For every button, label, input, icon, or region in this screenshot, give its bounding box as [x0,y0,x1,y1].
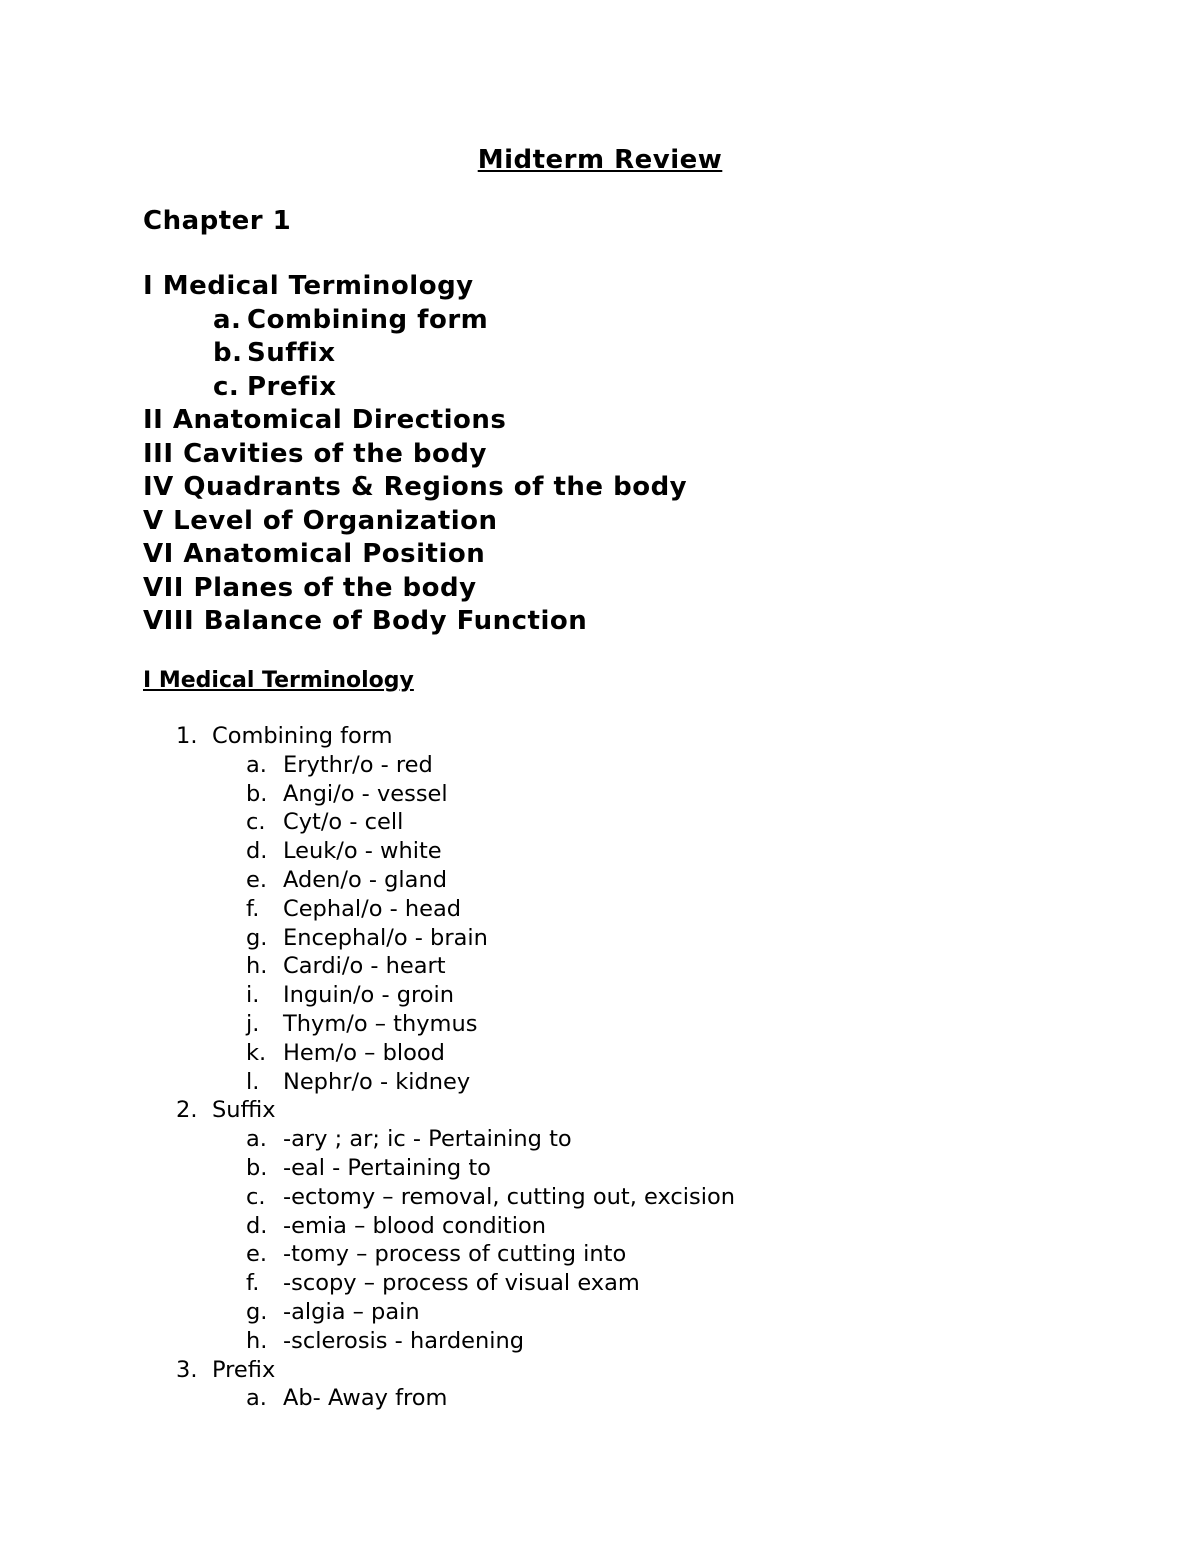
outline-group [176,1356,735,1385]
toc-subitem [143,304,687,338]
outline-group [176,1096,735,1125]
list-item [176,1240,735,1269]
list-item-text: Cardi/o - heart [283,953,446,980]
outline-number: 3. [176,1356,198,1383]
list-item-text: -scopy – process of visual exam [283,1270,640,1297]
list-item [176,1269,735,1298]
list-item [176,1039,735,1068]
toc-subitem-text: Combining form [247,304,489,335]
list-item-text: Encephal/o - brain [283,924,488,951]
list-item-text: Cephal/o - head [283,895,462,922]
list-item-text: Aden/o - gland [283,866,448,893]
toc-section: VI Anatomical Position [143,539,486,569]
list-item [176,895,735,924]
list-item-label: a. [246,1126,267,1153]
list-item [176,924,735,953]
outline-number: 1. [176,723,198,749]
list-item-text: Hem/o – blood [283,1039,445,1066]
list-item-label: k. [246,1039,267,1066]
list-item [176,837,735,866]
list-item-label: g. [246,924,268,951]
list-item-label: f. [246,1270,260,1297]
list-item-text: Thym/o – thymus [283,1010,478,1037]
toc-section: III Cavities of the body [143,438,487,469]
list-item [176,952,735,981]
chapter-heading: Chapter 1 [143,206,292,236]
list-item-text: Ab- Away from [283,1385,448,1412]
list-item-label: b. [246,1154,268,1181]
list-item [176,1010,735,1039]
list-item-label: d. [246,838,268,865]
toc-subitem [143,337,687,371]
list-item-label: f. [246,895,260,922]
list-item-text: -sclerosis - hardening [283,1327,525,1354]
list-item-label: e. [246,866,267,893]
toc-subitem-label: b. [213,338,243,368]
terminology-outline [176,722,735,1413]
list-item-label: h. [246,953,268,980]
list-item [176,1327,735,1356]
list-item [176,1298,735,1327]
outline-group-title: Combining form [212,723,393,749]
list-item [176,808,735,837]
list-item-text: Erythr/o - red [283,751,433,778]
table-of-contents [143,270,687,639]
list-item-label: d. [246,1212,268,1239]
list-item-label: a. [246,1385,267,1412]
list-item-text: Cyt/o - cell [283,809,404,836]
toc-section: VII Planes of the body [143,572,477,603]
list-item [176,1125,735,1154]
toc-subitem-text: Suffix [247,338,336,368]
toc-subitem-label: c. [213,371,240,402]
list-item-text: Nephr/o - kidney [283,1068,471,1095]
list-item-text: Leuk/o - white [283,838,442,865]
toc-section: V Level of Organization [143,505,498,536]
list-item-text: -ectomy – removal, cutting out, excision [283,1183,736,1210]
list-item [176,1212,735,1241]
toc-subitem-text: Prefix [247,371,337,402]
document-title: Midterm Review [477,145,723,175]
list-item-text: -algia – pain [283,1298,420,1325]
list-item-label: i. [246,982,260,1009]
list-item-text: -tomy – process of cutting into [283,1241,627,1268]
toc-section: I Medical Terminology [143,271,474,301]
outline-number: 2. [176,1097,198,1124]
list-item-label: c. [246,1183,266,1210]
section-heading: I Medical Terminology [143,668,414,693]
list-item [176,981,735,1010]
list-item-label: g. [246,1298,268,1325]
list-item-label: l. [246,1068,260,1095]
list-item [176,866,735,895]
list-item [176,780,735,809]
outline-group [176,722,735,751]
list-item-label: e. [246,1241,267,1268]
toc-section: II Anatomical Directions [143,405,507,435]
list-item-text: Angi/o - vessel [283,780,448,807]
list-item [176,1154,735,1183]
list-item [176,1384,735,1413]
list-item-label: h. [246,1327,268,1354]
list-item [176,1068,735,1097]
list-item-label: c. [246,809,266,836]
outline-group-title: Suffix [212,1097,276,1124]
list-item-text: -eal - Pertaining to [283,1154,491,1181]
toc-section: VIII Balance of Body Function [143,606,588,636]
list-item [176,1183,735,1212]
outline-group-title: Prefix [212,1356,276,1383]
toc-subitem [143,371,687,405]
list-item-label: j. [246,1010,260,1037]
list-item-label: a. [246,751,267,778]
toc-subitem-label: a. [213,304,242,335]
toc-section: IV Quadrants & Regions of the body [143,472,688,502]
list-item-label: b. [246,780,268,807]
list-item [176,751,735,780]
list-item-text: Inguin/o - groin [283,982,455,1009]
list-item-text: -ary ; ar; ic - Pertaining to [283,1126,572,1153]
list-item-text: -emia – blood condition [283,1212,547,1239]
